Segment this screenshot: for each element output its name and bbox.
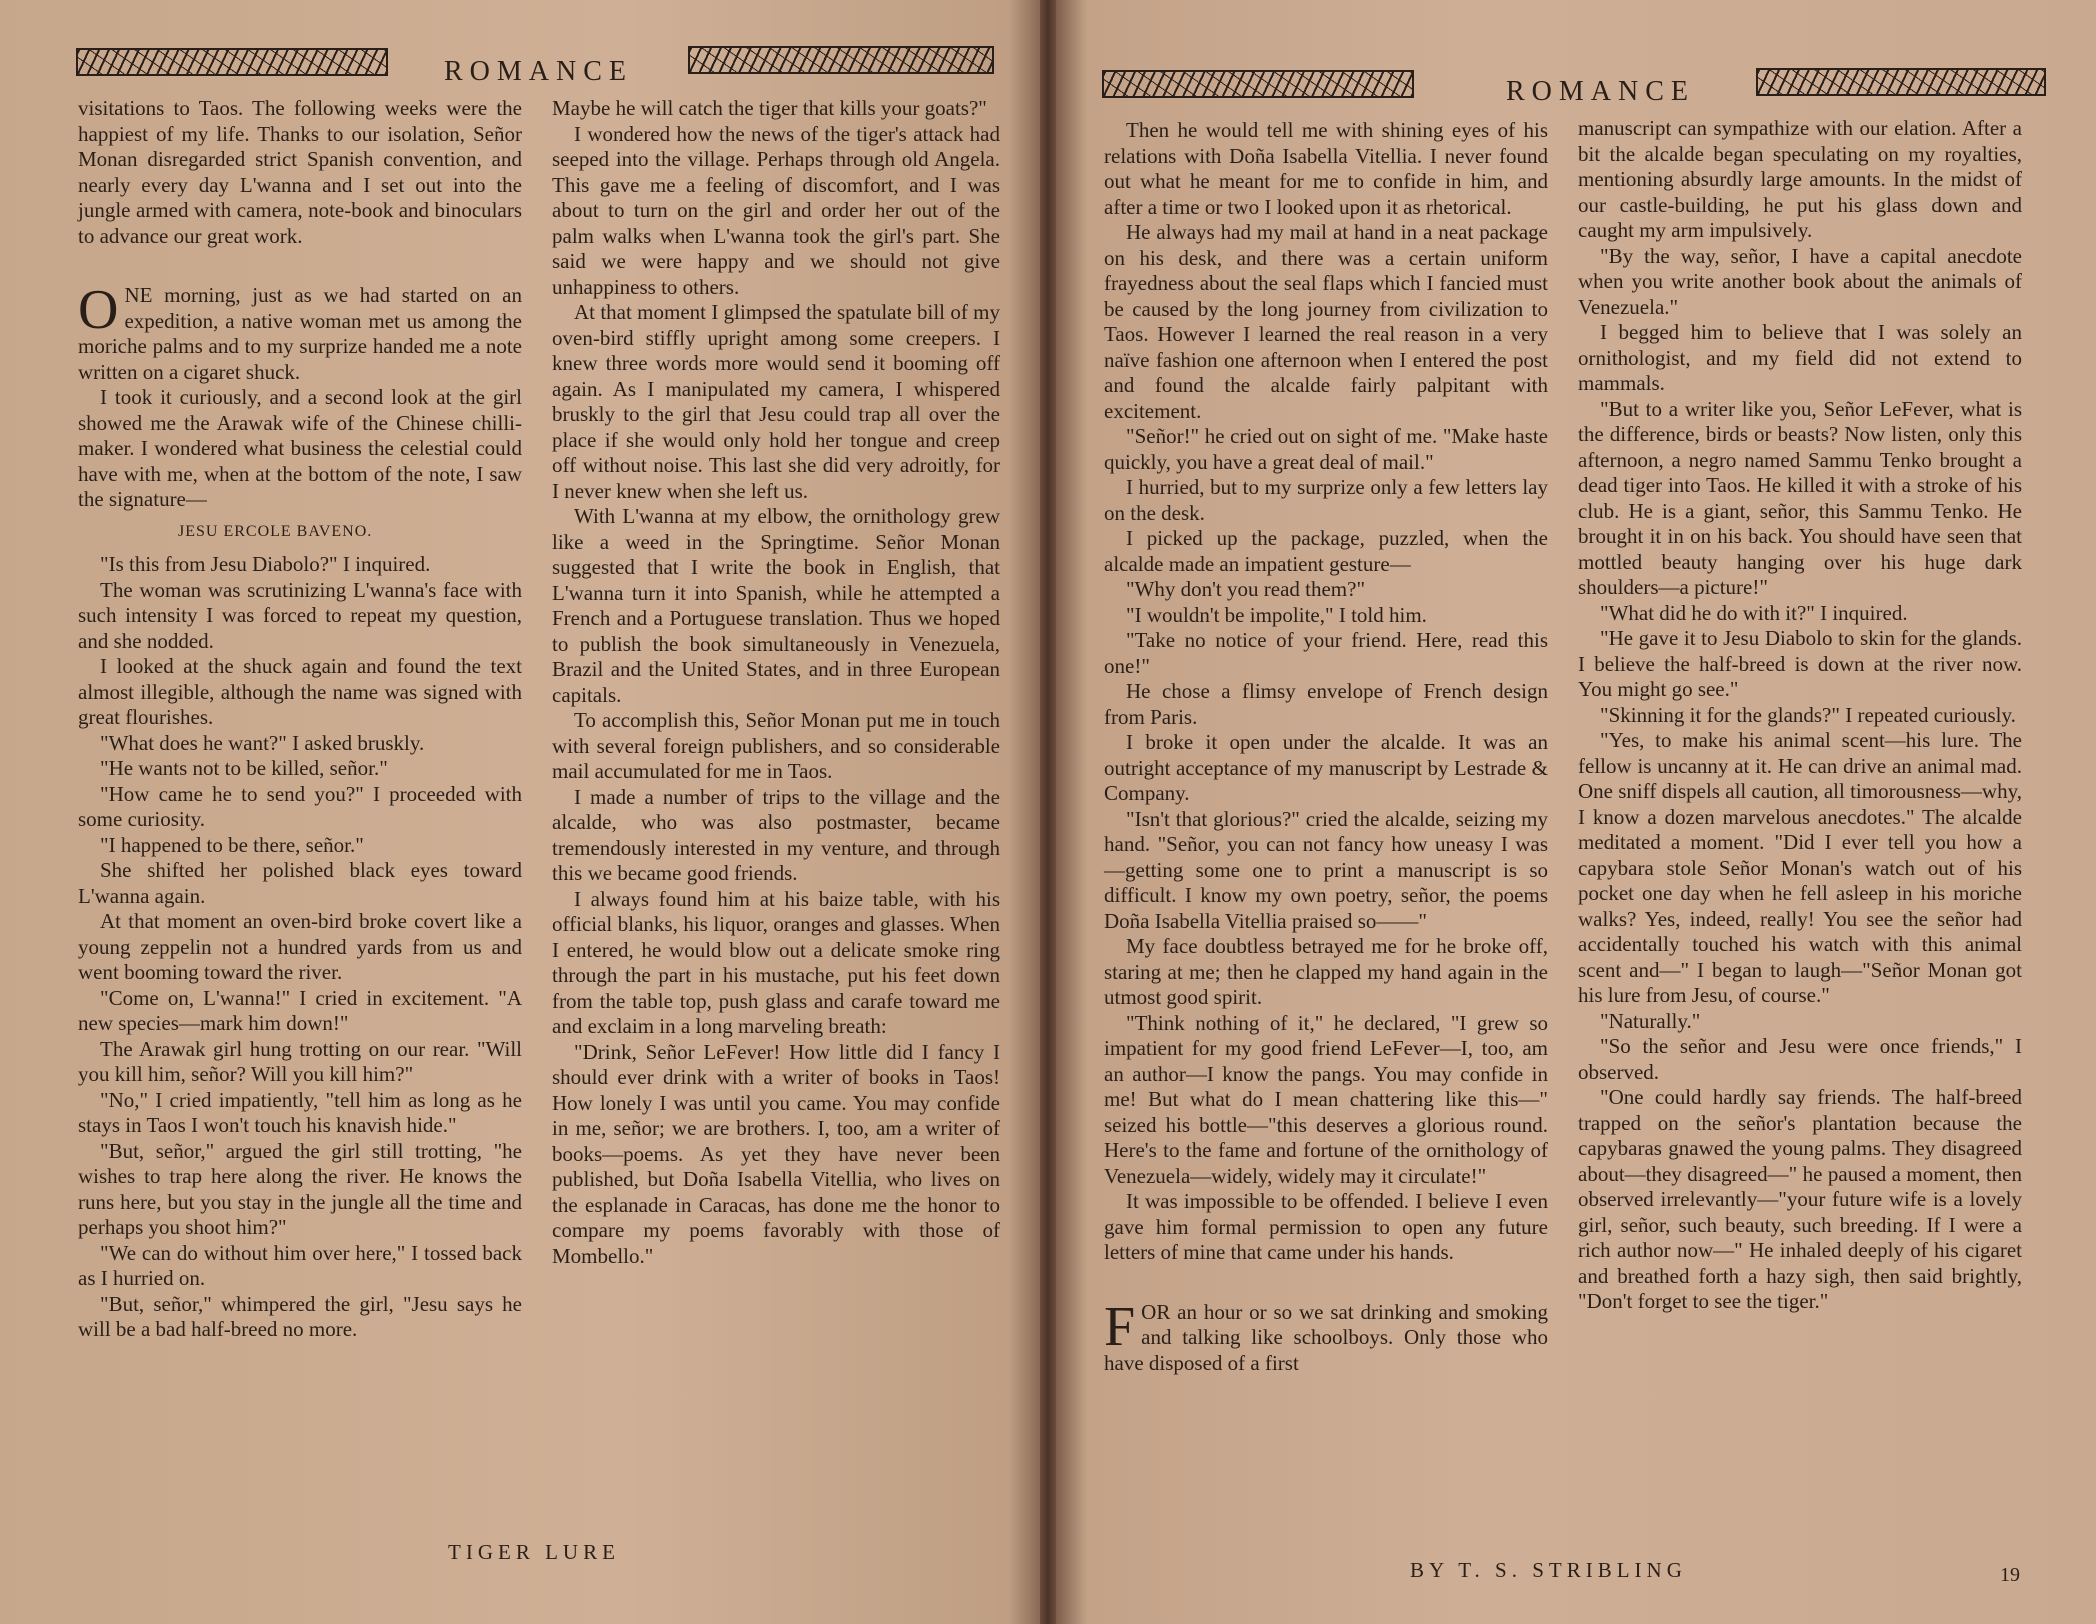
right-page xyxy=(1056,0,2096,1624)
paragraph: "He wants not to be killed, señor." xyxy=(100,756,388,780)
paragraph: "One could hardly say friends. The half-breed trapped on the señor's plantation because the capybaras gnawed the young palms. They disagreed about—they disagreed—" he paused a moment, then observed irrelevantly—"your future wife is a lovely girl, señor, such beauty, such breeding. If I were a rich author now—" He inhaled deeply of his cigaret and breathed forth a hazy sigh, then said brightly, "Don't forget to see the tiger." xyxy=(1578,1085,2022,1313)
paragraph: manuscript can sympathize with our elation. After a bit the alcalde began speculating on my royalties, mentioning absurdly large amounts. In the midst of our castle-building, he put his glass down and caught my arm impulsively. xyxy=(1578,116,2022,242)
paragraph: I looked at the shuck again and found the text almost illegible, although the name was signed with great flourishes. xyxy=(78,654,522,729)
paragraph: "Naturally." xyxy=(1600,1008,1701,1033)
paragraph: I broke it open under the alcalde. It was an outright acceptance of my manuscript by Lestrade & Company. xyxy=(1104,730,1548,805)
paragraph: "What did he do with it?" I inquired. xyxy=(1600,600,1908,625)
paragraph: The woman was scrutinizing L'wanna's face with such intensity I was forced to repeat my question, and she nodded. xyxy=(78,577,522,653)
left-column-2 xyxy=(552,96,1000,1269)
header-ornament-left xyxy=(1102,70,1414,98)
paragraph: Then he would tell me with shining eyes of his relations with Doña Isabella Vitellia. I never found out what he meant for me to confide in him, and after a time or two I looked upon it as rhetorical. xyxy=(1104,118,1548,219)
paragraph: "By the way, señor, I have a capital anecdote when you write another book about the animals of Venezuela." xyxy=(1578,243,2022,319)
paragraph: I begged him to believe that I was solely an ornithologist, and my field did not extend to mammals. xyxy=(1578,320,2022,395)
paragraph-dropcap: FOR an hour or so we sat drinking and smoking and talking like schoolboys. Only those who have disposed of a first xyxy=(1104,1295,1548,1375)
paragraph: "But, señor," whimpered the girl, "Jesu says he will be a bad half-breed no more. xyxy=(78,1291,522,1341)
paragraph: "Is this from Jesu Diabolo?" I inquired. xyxy=(100,552,431,576)
paragraph: "Take no notice of your friend. Here, read this one!" xyxy=(1104,628,1548,678)
paragraph: visitations to Taos. The following weeks were the happiest of my life. Thanks to our isolation, Señor Monan disregarded strict Spanish convention, and nearly every day L'wanna and I set out into the jungle armed with camera, note-book and binoculars to advance our great work. xyxy=(78,96,522,248)
section-break xyxy=(78,249,522,283)
paragraph: "We can do without him over here," I tossed back as I hurried on. xyxy=(78,1240,522,1290)
paragraph: I hurried, but to my surprize only a few letters lay on the desk. xyxy=(1104,475,1548,525)
paragraph: "But, señor," argued the girl still trotting, "he wishes to trap here along the river. He knows the runs here, but you stay in the jungle all the time and perhaps you shoot him?" xyxy=(78,1138,522,1239)
paragraph: I made a number of trips to the village and the alcalde, who was also postmaster, became tremendously interested in my venture, and through this we became good friends. xyxy=(552,784,1000,885)
right-column-2 xyxy=(1578,116,2022,1315)
paragraph: I wondered how the news of the tiger's attack had seeped into the village. Perhaps through old Angela. This gave me a feeling of discomfort, and I was about to turn on the girl and order her out of the palm walks when L'wanna took the girl's part. She said we were happy and we should not give unhappiness to others. xyxy=(552,121,1000,299)
right-header xyxy=(1102,64,2022,124)
paragraph: "Isn't that glorious?" cried the alcalde, seizing my hand. "Señor, you can not fancy how uneasy I was—getting some one to print a manuscript is so difficult. I know my own poetry, señor, the poems Doña Isabella Vitellia praised so——" xyxy=(1104,806,1548,933)
paragraph: I took it curiously, and a second look at the girl showed me the Arawak wife of the Chinese chilli-maker. I wondered what business the celestial could have with me, when at the bottom of the note, I saw the signature— xyxy=(78,385,522,511)
right-footer-byline: BY T. S. STRIBLING xyxy=(1410,1558,1687,1582)
paragraph: "Drink, Señor LeFever! How little did I fancy I should ever drink with a writer of books in Taos! How lonely I was until you came. You may confide in me, señor; we are brothers. I, too, am a writer of books—poems. As yet they have never been published, but Doña Isabella Vitellia, who lives on the esplanade in Caracas, has done me the honor to compare my poems favorably with those of Mombello." xyxy=(552,1039,1000,1268)
left-footer-title: TIGER LURE xyxy=(448,1540,620,1564)
paragraph: "But to a writer like you, Señor LeFever, what is the difference, birds or beasts? Now listen, only this afternoon, a negro named Sammu Tenko brought a dead tiger into Taos. He killed it with a stroke of his club. He is a giant, señor, this Sammu Tenko. He brought it in on his back. You should have seen that mottled beauty hanging over his huge dark shoulders—a picture!" xyxy=(1578,396,2022,599)
paragraph: The Arawak girl hung trotting on our rear. "Will you kill him, señor? Will you kill him?" xyxy=(78,1036,522,1086)
book-gutter xyxy=(1040,0,1056,1624)
paragraph: She shifted her polished black eyes toward L'wanna again. xyxy=(78,858,522,908)
left-page xyxy=(0,0,1040,1624)
paragraph: I picked up the package, puzzled, when the alcalde made an impatient gesture— xyxy=(1104,526,1548,576)
paragraph: "He gave it to Jesu Diabolo to skin for the glands. I believe the half-breed is down at the river now. You might go see." xyxy=(1578,626,2022,701)
paragraph: At that moment I glimpsed the spatulate bill of my oven-bird stiffly upright among some creepers. I knew three words more would send it booming off again. As I manipulated my camera, I whispered bruskly to the girl that Jesu could trap all over the place if she would only hold her tongue and creep off without noise. This last she did very adroitly, for I never knew when she left us. xyxy=(552,300,1000,503)
header-ornament-right xyxy=(1756,68,2046,96)
left-column-1 xyxy=(78,96,522,1343)
paragraph: "Why don't you read them?" xyxy=(1126,577,1366,601)
header-ornament-right xyxy=(688,46,994,74)
paragraph: He always had my mail at hand in a neat package on his desk, and there was a certain uniform frayedness about the seal flaps which I fancied must be caused by the long journey from civilization to Taos. However I learned the real reason in a very naïve fashion one afternoon when I entered the post and found the alcalde fairly palpitant with excitement. xyxy=(1104,220,1548,423)
paragraph: "Think nothing of it," he declared, "I grew so impatient for my good friend LeFever—I, too, am an author—I know the pangs. You may confide in me! But what do I mean chattering like this—" seized his bottle—"this deserves a glorious round. Here's to the fame and fortune of the ornithology of Venezuela—widely, widely may it circulate!" xyxy=(1104,1010,1548,1188)
paragraph: It was impossible to be offended. I believe I even gave him formal permission to open any future letters of mine that came under his hands. xyxy=(1104,1189,1548,1264)
running-head-title: ROMANCE xyxy=(444,56,634,87)
running-head-title: ROMANCE xyxy=(1506,76,1696,107)
paragraph: "Yes, to make his animal scent—his lure. The fellow is uncanny at it. He can drive an animal mad. One sniff dispels all caution, all timorousness—why, I know a dozen marvelous anecdotes." The alcalde meditated a moment. "Did I ever tell you how a capybara stole Señor Monan's watch out of his pocket one day when he fell asleep in his moriche walks? Yes, indeed, really! You see the señor had accidentally touched his watch with this animal scent and—" I began to laugh—"Señor Monan got his lure from Jesu, of course." xyxy=(1578,728,2022,1007)
paragraph: To accomplish this, Señor Monan put me in touch with several foreign publishers, and so considerable mail accumulated for me in Taos. xyxy=(552,708,1000,783)
paragraph: "Señor!" he cried out on sight of me. "Make haste quickly, you have a great deal of mail." xyxy=(1104,424,1548,474)
paragraph: "Skinning it for the glands?" I repeated curiously. xyxy=(1600,702,2016,727)
paragraph: At that moment an oven-bird broke covert like a young zeppelin not a hundred yards from us and went booming toward the river. xyxy=(78,909,522,984)
paragraph: I always found him at his baize table, with his official blanks, his liquor, oranges and glasses. When I entered, he would blow out a delicate smoke ring through the part in his mustache, put his feet down from the table top, push glass and carafe toward me and exclaim in a long marveling breath: xyxy=(552,886,1000,1038)
paragraph: My face doubtless betrayed me for he broke off, staring at me; then he clapped my hand again in the utmost good spirit. xyxy=(1104,934,1548,1009)
header-ornament-left xyxy=(76,48,388,76)
paragraph: "What does he want?" I asked bruskly. xyxy=(100,730,425,755)
drop-cap: F xyxy=(1104,1295,1136,1358)
section-break xyxy=(1104,1266,1548,1300)
drop-cap: O xyxy=(78,279,119,341)
paragraph: With L'wanna at my elbow, the ornithology grew like a weed in the Springtime. Señor Monan suggested that I write the book in English, that L'wanna turn it into Spanish, while he attempted a French and a Portuguese translation. Thus we hoped to publish the book simultaneously in Venezuela, Brazil and the United States, and in three European capitals. xyxy=(552,504,1000,707)
paragraph: "I happened to be there, señor." xyxy=(100,832,364,857)
signature: JESU ERCOLE BAVENO. xyxy=(178,522,373,540)
paragraph: He chose a flimsy envelope of French design from Paris. xyxy=(1104,679,1548,729)
paragraph: "I wouldn't be impolite," I told him. xyxy=(1126,602,1427,627)
right-column-1 xyxy=(1104,118,1548,1376)
page-number: 19 xyxy=(2000,1564,2020,1586)
paragraph: "No," I cried impatiently, "tell him as long as he stays in Taos I won't touch his knavish hide." xyxy=(78,1087,522,1137)
paragraph: "How came he to send you?" I proceeded with some curiosity. xyxy=(78,781,522,831)
paragraph: Maybe he will catch the tiger that kills your goats?" xyxy=(552,96,987,120)
paragraph-dropcap: ONE morning, just as we had started on an expedition, a native woman met us among the moriche palms and to my surprize handed me a note written on a cigaret shuck. xyxy=(78,279,522,384)
paragraph: "Come on, L'wanna!" I cried in excitement. "A new species—mark him down!" xyxy=(78,985,522,1035)
paragraph: "So the señor and Jesu were once friends," I observed. xyxy=(1578,1034,2022,1084)
